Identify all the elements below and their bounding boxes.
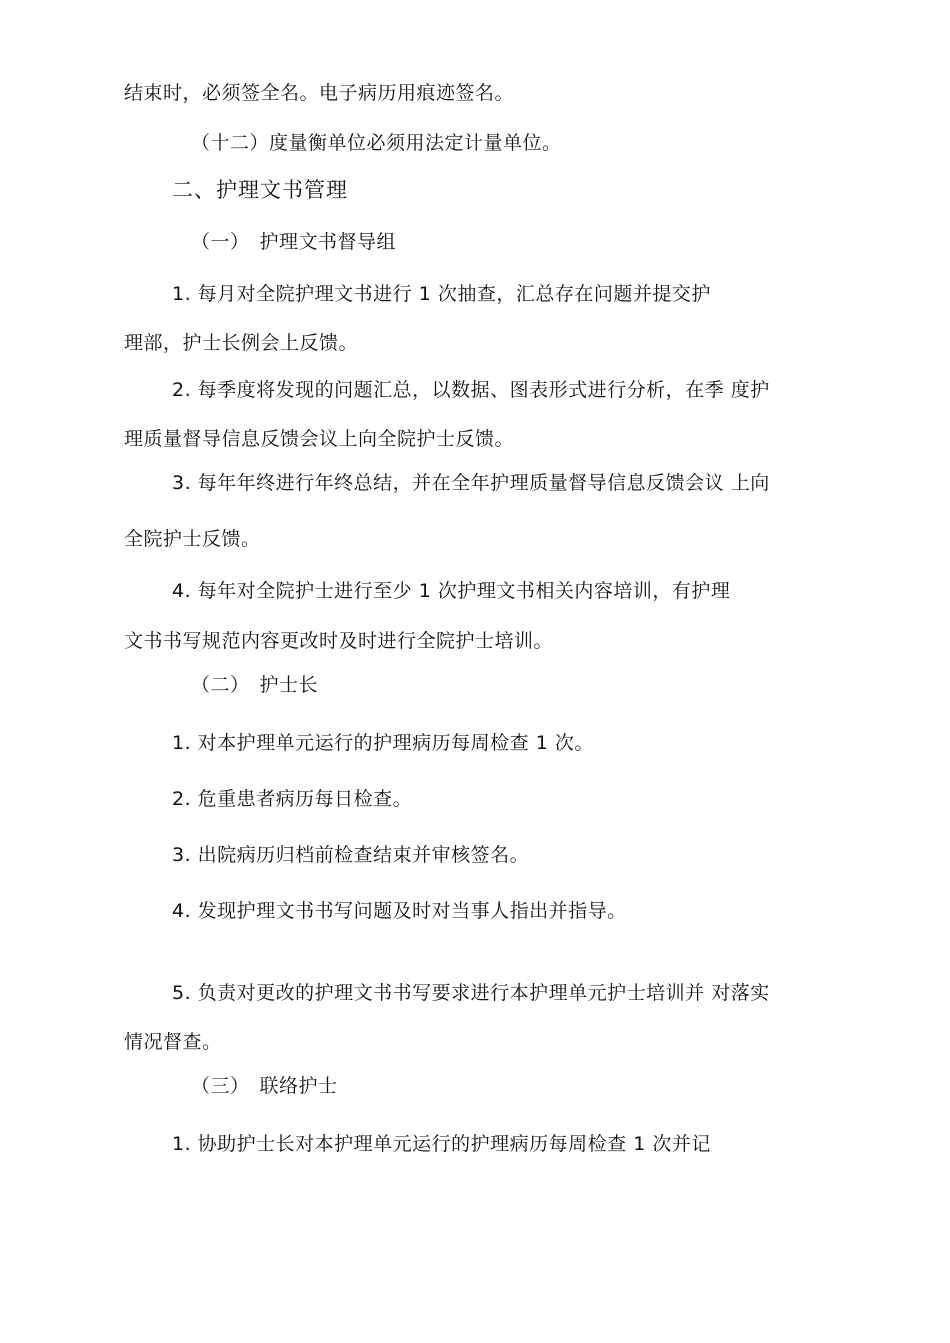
subheading-supervision-group: （一） 护理文书督导组 bbox=[191, 231, 397, 253]
text-line-head-nurse-item-2: 2. 危重患者病历每日检查。 bbox=[172, 788, 413, 810]
text-line-head-nurse-item-5-cont: 情况督查。 bbox=[124, 1031, 222, 1053]
text-line-head-nurse-item-5: 5. 负责对更改的护理文书书写要求进行本护理单元护士培训并 对落实 bbox=[172, 982, 770, 1004]
text-line-head-nurse-item-3: 3. 出院病历归档前检查结束并审核签名。 bbox=[172, 844, 530, 866]
text-line-head-nurse-item-1: 1. 对本护理单元运行的护理病历每周检查 1 次。 bbox=[172, 732, 594, 754]
text-line-continuation-signature: 结束时，必须签全名。电子病历用痕迹签名。 bbox=[124, 82, 515, 104]
text-line-item-12-units: （十二）度量衡单位必须用法定计量单位。 bbox=[191, 132, 562, 154]
section-heading-nursing-docs: 二、护理文书管理 bbox=[172, 178, 348, 202]
subheading-head-nurse: （二） 护士长 bbox=[191, 674, 319, 696]
text-line-group-item-4: 4. 每年对全院护士进行至少 1 次护理文书相关内容培训，有护理 bbox=[172, 580, 731, 602]
text-line-group-item-3: 3. 每年年终进行年终总结，并在全年护理质量督导信息反馈会议 上向 bbox=[172, 472, 770, 494]
text-line-group-item-2-cont: 理质量督导信息反馈会议上向全院护士反馈。 bbox=[124, 428, 515, 450]
text-line-group-item-2: 2. 每季度将发现的问题汇总，以数据、图表形式进行分析，在季 度护 bbox=[172, 379, 770, 401]
text-line-liaison-item-1: 1. 协助护士长对本护理单元运行的护理病历每周检查 1 次并记 bbox=[172, 1133, 711, 1155]
text-line-group-item-4-cont: 文书书写规范内容更改时及时进行全院护士培训。 bbox=[124, 630, 554, 652]
text-line-group-item-1-cont: 理部，护士长例会上反馈。 bbox=[124, 332, 359, 354]
text-line-head-nurse-item-4: 4. 发现护理文书书写问题及时对当事人指出并指导。 bbox=[172, 900, 627, 922]
subheading-liaison-nurse: （三） 联络护士 bbox=[191, 1075, 338, 1097]
text-line-group-item-1: 1. 每月对全院护理文书进行 1 次抽查，汇总存在问题并提交护 bbox=[172, 283, 711, 305]
text-line-group-item-3-cont: 全院护士反馈。 bbox=[124, 528, 261, 550]
